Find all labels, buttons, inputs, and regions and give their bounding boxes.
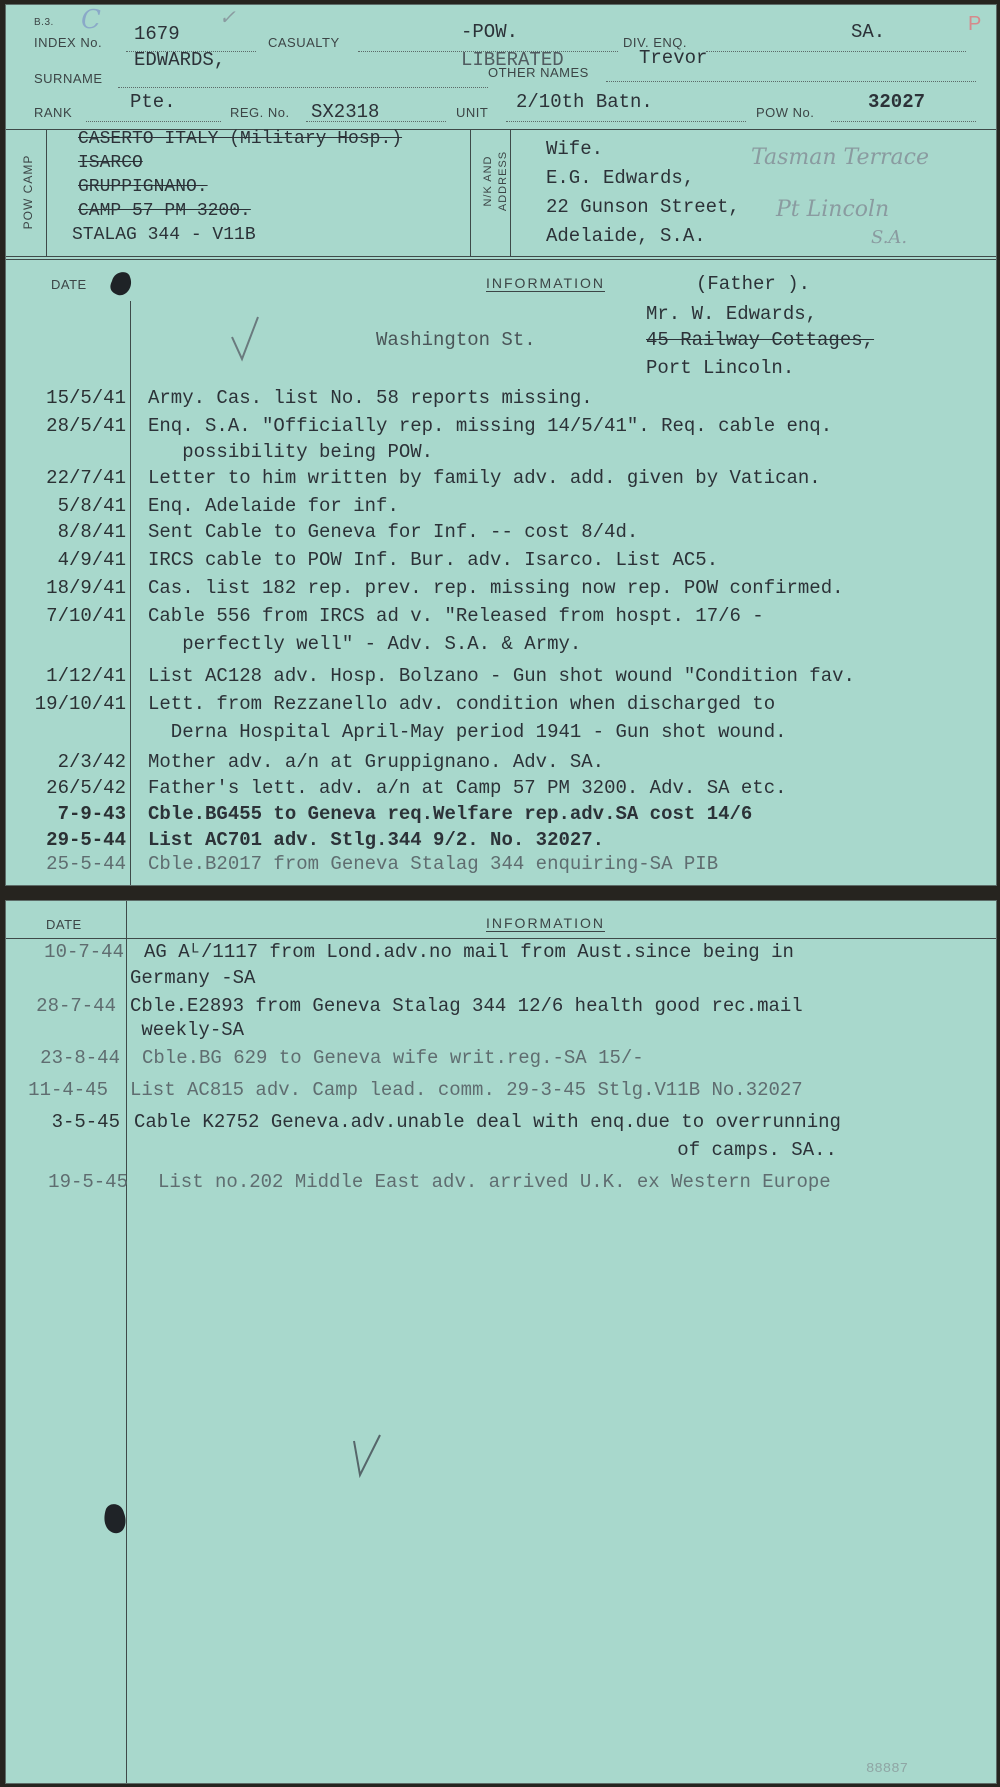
log-entry: perfectly well" - Adv. S.A. & Army. (148, 633, 582, 655)
date-column-label: DATE (46, 917, 82, 932)
reg-no-dotted-line (306, 121, 446, 122)
nok-label-1: N/K AND (482, 155, 494, 207)
reg-no-label: REG. No. (230, 105, 290, 120)
casualty-value: -POW. (461, 21, 519, 43)
card-code-label: B.3. (34, 17, 54, 28)
pow-no-dotted-line (831, 121, 976, 122)
pow-camp-line-4: CAMP 57 PM 3200. (78, 201, 251, 221)
log-entry: 25-5-44 Cble.B2017 from Geneva Stalag 344 enquiring-SA PIB (46, 853, 719, 875)
log-entry: 3-5-45 Cable K2752 Geneva.adv.unable deal with enq.due to overrunning (51, 1111, 841, 1133)
pow-camp-line-3: GRUPPIGNANO. (78, 177, 208, 197)
address-rule (6, 256, 996, 257)
log-entry: 28/5/41 Enq. S.A. "Officially rep. missing 14/5/41". Req. cable enq. (46, 415, 833, 437)
handwritten-address-1: Tasman Terrace (751, 145, 929, 170)
log-entry: weekly-SA (130, 1019, 245, 1041)
log-entry: 8/8/41 Sent Cable to Geneva for Inf. -- cost 8/4d. (57, 521, 639, 543)
father-line-2: 45 Railway Cottages, (646, 329, 875, 351)
nok-label-block (468, 150, 514, 225)
index-no-value: 1679 (134, 23, 180, 45)
other-names-value: Trevor (639, 47, 708, 69)
nok-line-4: Adelaide, S.A. (546, 225, 706, 247)
log-entry: 23-8-44 Cble.BG 629 to Geneva wife writ.reg.-SA 15/- (40, 1047, 644, 1069)
log-entry: 28-7-44 Cble.E2893 from Geneva Stalag 344 12/6 health good rec.mail (36, 995, 803, 1017)
footer-mark: 88887 (866, 1761, 909, 1777)
log-entry: 26/5/42 Father's lett. adv. a/n at Camp 57 PM 3200. Adv. SA etc. (46, 777, 787, 799)
pow-camp-line-1: CASERTO ITALY (Military Hosp.) (78, 129, 403, 149)
father-line-1: Mr. W. Edwards, (646, 303, 818, 325)
ink-blot-icon (100, 1499, 132, 1539)
reg-no-value: SX2318 (311, 101, 380, 123)
check-mark-icon (350, 1431, 384, 1481)
log-entry: 19-5-45 List no.202 Middle East adv. arrived U.K. ex Western Europe (48, 1171, 831, 1193)
other-names-label: OTHER NAMES (488, 65, 589, 80)
nok-address (546, 135, 740, 251)
other-names-dotted-line (606, 81, 976, 82)
address-rule-double (6, 259, 996, 260)
pow-no-value: 32027 (868, 91, 926, 113)
rank-label: RANK (34, 105, 73, 120)
father-old-street: Washington St. (376, 329, 536, 351)
father-heading: (Father ). (696, 273, 811, 295)
log-entry: 1/12/41 List AC128 adv. Hosp. Bolzano - Gun shot wound "Condition fav. (46, 665, 855, 687)
log-entry: possibility being POW. (148, 441, 434, 463)
log-entry: 7-9-43 Cble.BG455 to Geneva req.Welfare rep.adv.SA cost 14/6 (57, 803, 753, 825)
record-card-front (5, 4, 997, 886)
pow-camp-line-5: STALAG 344 - V11B (72, 225, 256, 245)
log-entry: 5/8/41 Enq. Adelaide for inf. (57, 495, 399, 517)
pow-no-label: POW No. (756, 105, 815, 120)
ink-blot-icon (106, 267, 136, 301)
log-entry: Germany -SA (130, 967, 256, 989)
check-mark: ✓ (219, 5, 236, 29)
rank-dotted-line (86, 121, 221, 122)
unit-value: 2/10th Batn. (516, 91, 653, 113)
log-entry: 15/5/41 Army. Cas. list No. 58 reports missing. (46, 387, 593, 409)
pow-camp-list (72, 127, 403, 247)
pow-camp-divider (46, 129, 47, 256)
surname-label: SURNAME (34, 71, 103, 86)
pow-camp-label: POW CAMP (21, 154, 35, 230)
surname-dotted-line (118, 87, 488, 88)
nok-line-1: Wife. (546, 138, 604, 160)
unit-dotted-line (506, 121, 746, 122)
log-entry: 11-4-45 List AC815 adv. Camp lead. comm. 29-3-45 Stlg.V11B No.32027 (28, 1079, 803, 1101)
father-line-3: Port Lincoln. (646, 357, 795, 379)
information-column-label: INFORMATION (486, 915, 605, 931)
nok-line-3: 22 Gunson Street, (546, 196, 740, 218)
corner-mark: P (968, 13, 982, 35)
div-enq-value: SA. (851, 21, 886, 43)
card-code-handwritten: C (81, 5, 101, 35)
nok-label-2: ADDRESS (497, 150, 509, 212)
date-column-label: DATE (51, 277, 87, 292)
casualty-label: CASUALTY (268, 35, 340, 50)
check-mark-icon (228, 315, 262, 363)
index-no-label: INDEX No. (34, 35, 103, 50)
log-entry: 7/10/41 Cable 556 from IRCS ad v. "Released from hospt. 17/6 - (46, 605, 764, 627)
rank-value: Pte. (130, 91, 176, 113)
log-entry: 10-7-44 AG Aᴸ/1117 from Lond.adv.no mail from Aust.since being in (44, 941, 794, 963)
pow-camp-line-2: ISARCO (78, 153, 143, 173)
heading-rule (6, 938, 996, 939)
div-enq-label: DIV. ENQ. (623, 35, 687, 50)
log-entry: 19/10/41 Lett. from Rezzanello adv. condition when discharged to (34, 693, 776, 715)
nok-line-2: E.G. Edwards, (546, 167, 695, 189)
log-entry: 29-5-44 List AC701 adv. Stlg.344 9/2. No. 32027. (46, 829, 605, 851)
handwritten-address-2: Pt Lincoln (776, 197, 890, 222)
log-entry: of camps. SA.. (130, 1139, 837, 1161)
unit-label: UNIT (456, 105, 489, 120)
surname-value: EDWARDS, (134, 49, 226, 71)
log-entry: 4/9/41 IRCS cable to POW Inf. Bur. adv. Isarco. List AC5. (57, 549, 719, 571)
div-enq-dotted-line (706, 51, 966, 52)
log-entry: 2/3/42 Mother adv. a/n at Gruppignano. Adv. SA. (57, 751, 605, 773)
log-entry: Derna Hospital April-May period 1941 - Gun shot wound. (148, 721, 787, 743)
log-entry: 18/9/41 Cas. list 182 rep. prev. rep. missing now rep. POW confirmed. (46, 577, 844, 599)
liberated-stamp: LIBERATED (461, 49, 564, 71)
handwritten-address-3: S.A. (871, 227, 908, 248)
log-entry: 22/7/41 Letter to him written by family adv. add. given by Vatican. (46, 467, 821, 489)
information-column-label: INFORMATION (486, 275, 605, 291)
record-card-back (5, 900, 997, 1784)
